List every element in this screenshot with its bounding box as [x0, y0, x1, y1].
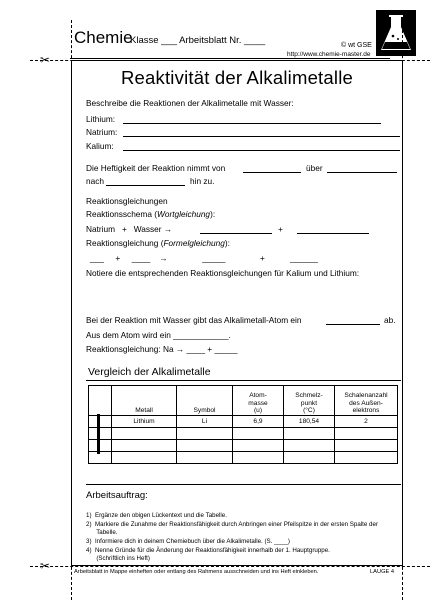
- auftrag-heading: Arbeitsauftrag:: [86, 490, 148, 501]
- table-cell[interactable]: 180,54: [284, 416, 335, 428]
- notiere-text: Notiere die entsprechenden Reaktionsgleichungen für Kalium und Lithium:: [86, 268, 360, 278]
- table-cell[interactable]: [112, 428, 177, 440]
- table-row: [89, 428, 398, 440]
- arrow-cell[interactable]: [89, 440, 112, 452]
- answer-line-lithium[interactable]: [123, 123, 381, 124]
- auftrag-item: 3) Informiere dich in deinem Chemiebuch über die Alkalimetalle. (S. ____): [86, 538, 290, 545]
- label-lithium: Lithium:: [86, 114, 116, 124]
- heftigkeit-nach: nach: [86, 176, 104, 186]
- footer-instruction: Arbeitsblatt in Mappe einheften oder entlang des Rahmens ausschneiden und ins Heft einkleben.: [74, 569, 319, 575]
- header-schmelzpunkt: Schmelz- punkt (°C): [284, 386, 335, 416]
- answer-line-kalium[interactable]: [123, 150, 400, 151]
- table-cell[interactable]: [284, 428, 335, 440]
- scissors-icon: ✂: [40, 559, 51, 573]
- table-header-row: [89, 386, 398, 416]
- arrow-cell[interactable]: [89, 416, 112, 428]
- table-row: [89, 416, 398, 428]
- scissors-icon: ✂: [40, 53, 51, 67]
- schema-row: Natrium + Wasser →: [86, 224, 173, 234]
- header-atommasse: Atom- masse (u): [233, 386, 284, 416]
- table-cell[interactable]: Lithium: [112, 416, 177, 428]
- header-symbol: Symbol: [177, 386, 233, 416]
- gleichung-label-a: Reaktionsgleichung (: [86, 238, 164, 248]
- table-cell[interactable]: Li: [177, 416, 233, 428]
- table-cell[interactable]: [177, 440, 233, 452]
- table-cell[interactable]: [177, 428, 233, 440]
- table-cell[interactable]: [284, 440, 335, 452]
- auftrag-item: 1) Ergänze den obigen Lückentext und die Tabelle.: [86, 512, 227, 519]
- schema-label-b: ):: [210, 209, 216, 219]
- table-row: [89, 440, 398, 452]
- table-cell[interactable]: [112, 440, 177, 452]
- arrow-cell[interactable]: [89, 452, 112, 464]
- atom-text-1: Bei der Reaktion mit Wasser gibt das Alkalimetall-Atom ein: [86, 315, 302, 325]
- gleichung-label-em: Formelgleichung: [163, 238, 225, 248]
- heftigkeit-text-1: Die Heftigkeit der Reaktion nimmt von: [86, 163, 226, 173]
- arrow-cell[interactable]: [89, 428, 112, 440]
- worksheet-title: Reaktivität der Alkalimetalle: [120, 67, 353, 88]
- table-cell[interactable]: 6,9: [233, 416, 284, 428]
- blank-heftigkeit-via[interactable]: [327, 172, 397, 173]
- blank-heftigkeit-from[interactable]: [243, 172, 301, 173]
- atom-text-1-end: ab.: [384, 315, 396, 325]
- answer-line-natrium[interactable]: [123, 136, 400, 137]
- schema-label: [86, 209, 215, 219]
- intro-text: Beschreibe die Reaktionen der Alkalimetalle mit Wasser:: [86, 98, 294, 108]
- auftrag-rule: [86, 484, 401, 485]
- comparison-table: [88, 385, 398, 464]
- header-rule: [70, 58, 390, 59]
- label-natrium: Natrium:: [86, 127, 118, 137]
- table-cell[interactable]: [233, 428, 284, 440]
- table-cell[interactable]: [233, 440, 284, 452]
- atom-text-3[interactable]: Reaktionsgleichung: Na → ____ + _____: [86, 344, 238, 354]
- header-metall: Metall: [112, 386, 177, 416]
- label-kalium: Kalium:: [86, 141, 114, 151]
- table-cell[interactable]: [177, 452, 233, 464]
- table-cell[interactable]: [335, 452, 398, 464]
- table-cell[interactable]: [335, 440, 398, 452]
- schema-label-a: Reaktionsschema (: [86, 209, 158, 219]
- gleichung-label: [86, 238, 230, 248]
- vergleich-heading-rule: [86, 380, 401, 381]
- footer-code: LAUGE 4: [370, 569, 395, 575]
- header-arrow-col: [89, 386, 112, 416]
- blank-schema-product-1[interactable]: [200, 233, 272, 234]
- formula-row[interactable]: ___ + ____ → _____ + ______: [90, 253, 318, 263]
- schema-label-em: Wortgleichung: [157, 209, 211, 219]
- blank-heftigkeit-to[interactable]: [106, 185, 185, 186]
- table-cell[interactable]: [335, 428, 398, 440]
- class-label: Klasse ___ Arbeitsblatt Nr. ____: [130, 35, 266, 46]
- table-cell[interactable]: 2: [335, 416, 398, 428]
- gleichung-label-b: ):: [224, 238, 230, 248]
- blank-atom-gives[interactable]: [326, 324, 380, 325]
- schema-plus: +: [278, 224, 283, 234]
- heftigkeit-ueber: über: [306, 163, 323, 173]
- table-cell[interactable]: [233, 452, 284, 464]
- auftrag-item: 4) Nenne Gründe für die Änderung der Reaktionsfähigkeit innerhalb der 1. Hauptgruppe. (Schriftlich ins Heft): [86, 547, 330, 562]
- website-url: http://www.chemie-master.de: [287, 51, 371, 58]
- header-schalenanzahl: Schalenanzahl des Außen- elektrons: [335, 386, 398, 416]
- copyright: © wt GSE: [341, 42, 372, 49]
- table-cell[interactable]: [112, 452, 177, 464]
- vergleich-heading: Vergleich der Alkalimetalle: [88, 366, 211, 378]
- section-heading-gleichungen: Reaktionsgleichungen: [86, 196, 168, 206]
- table-row: [89, 452, 398, 464]
- heftigkeit-end: hin zu.: [190, 176, 215, 186]
- table-cell[interactable]: [284, 452, 335, 464]
- auftrag-item: 2) Markiere die Zunahme der Reaktionsfähigkeit durch Anbringen einer Pfeilspitze in der ersten Spalte der Tabelle.: [86, 521, 379, 536]
- flask-logo-icon: [376, 10, 416, 56]
- blank-schema-product-2[interactable]: [297, 233, 369, 234]
- cut-line-bottom: [30, 566, 430, 567]
- atom-text-2[interactable]: Aus dem Atom wird ein ____________.: [86, 330, 231, 340]
- reactivity-arrow-bar: [97, 414, 100, 454]
- subject-title: Chemie: [74, 28, 133, 47]
